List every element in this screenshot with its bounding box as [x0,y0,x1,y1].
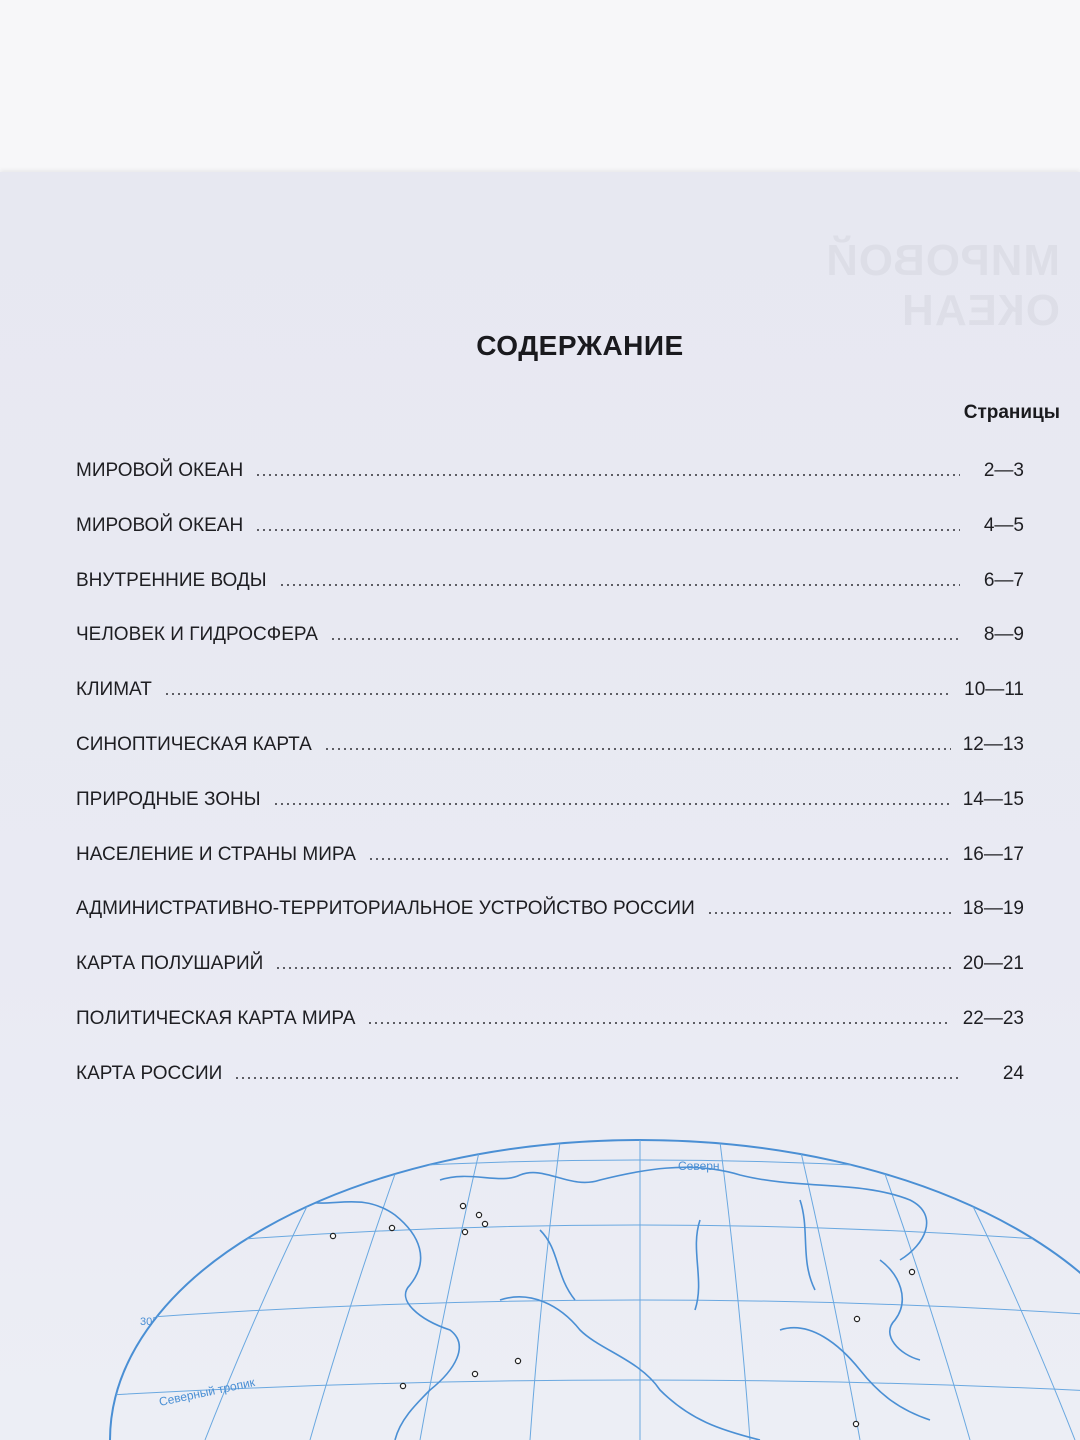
world-map-outline [0,1130,1080,1440]
toc-entry-title: МИРОВОЙ ОКЕАН [76,514,244,536]
city-marker [482,1221,487,1226]
toc-entry-title: КЛИМАТ [76,679,152,701]
toc-dot-leader [255,529,960,531]
page-title: СОДЕРЖАНИЕ [476,330,684,361]
coastline [780,1328,930,1420]
map-label-latitude: 30° [140,1316,157,1328]
city-marker [462,1229,467,1234]
toc-entry-title: ПРИРОДНЫЕ ЗОНЫ [76,788,261,810]
city-marker [853,1421,858,1426]
toc-entry [76,507,1024,537]
toc-entry-title: АДМИНИСТРАТИВНО-ТЕРРИТОРИАЛЬНОЕ УСТРОЙСТВО РОССИИ [76,898,695,920]
toc-dot-leader [368,858,951,860]
toc-entry-pages: 2—3 [983,460,1024,481]
meridian-line [880,1160,970,1440]
toc-dot-leader [324,748,951,750]
toc-entry [76,836,1024,866]
toc-entry [76,781,1024,811]
toc-entry-title: КАРТА РОССИИ [76,1062,223,1084]
parallel-line [110,1160,1080,1190]
toc-entry-title: СИНОПТИЧЕСКАЯ КАРТА [76,734,312,755]
city-marker [460,1203,465,1208]
toc-entry-pages: 24 [1002,1062,1024,1084]
coastline [300,1200,459,1440]
toc-dot-leader [707,912,951,914]
river [695,1220,700,1310]
parallel-line [110,1225,1080,1250]
toc-entry-pages: 22—23 [962,1008,1024,1029]
toc-entry-title: ПОЛИТИЧЕСКАЯ КАРТА МИРА [76,1008,356,1029]
toc-entry [76,562,1024,592]
background-area [0,0,1080,172]
river [800,1200,815,1290]
toc-entry-title: НАСЕЛЕНИЕ И СТРАНЫ МИРА [76,843,356,865]
map-border [110,1140,1080,1440]
meridian-line [420,1148,480,1440]
toc-entry [76,726,1024,756]
toc-entry-pages: 10—11 [964,679,1024,701]
toc-entry-title: ВНУТРЕННИЕ ВОДЫ [76,569,267,591]
toc-entry [76,890,1024,920]
pages-column-header: Страницы [963,402,1060,423]
toc-entry-title: КАРТА ПОЛУШАРИЙ [76,953,264,975]
toc-entry-pages: 4—5 [983,514,1024,536]
toc-dot-leader [164,693,952,695]
toc-dot-leader [255,474,960,476]
toc-entry [76,452,1024,482]
toc-entry [76,671,1024,701]
map-label-tropic: Северный тропик [157,1374,257,1409]
city-marker [854,1316,859,1321]
meridian-line [720,1142,750,1440]
toc-dot-leader [367,1022,950,1024]
toc-entry-title: ЧЕЛОВЕК И ГИДРОСФЕРА [76,624,318,646]
coastline [880,1260,920,1360]
city-marker [389,1225,394,1230]
meridian-line [800,1148,860,1440]
city-marker [909,1269,914,1274]
toc-entry-pages: 6—7 [983,569,1024,591]
city-marker [515,1358,520,1363]
toc-entry [76,1055,1024,1085]
map-label-north: Северн [678,1159,720,1173]
meridian-line [530,1142,560,1440]
toc-dot-leader [273,803,951,805]
coastline [500,1297,760,1440]
show-through-text: МИРОВОЙ ОКЕАН [825,236,1060,335]
toc-entry-pages: 8—9 [983,624,1024,646]
toc-entry-pages: 20—21 [962,953,1024,975]
toc-dot-leader [275,967,950,969]
toc-entry-pages: 18—19 [962,898,1024,920]
toc-dot-leader [330,638,960,640]
toc-entry-title: МИРОВОЙ ОКЕАН [76,460,244,481]
city-marker [400,1383,405,1388]
toc-entry [76,1000,1024,1030]
toc-entry [76,616,1024,646]
city-marker [476,1212,481,1217]
toc-dot-leader [279,584,960,586]
city-marker [330,1233,335,1238]
toc-entry-pages: 16—17 [962,843,1024,865]
toc-dot-leader [234,1077,960,1079]
toc-entry-pages: 12—13 [962,734,1024,755]
city-marker [472,1371,477,1376]
coastline [440,1167,927,1260]
toc-entry [76,945,1024,975]
toc-entry-pages: 14—15 [962,788,1024,810]
